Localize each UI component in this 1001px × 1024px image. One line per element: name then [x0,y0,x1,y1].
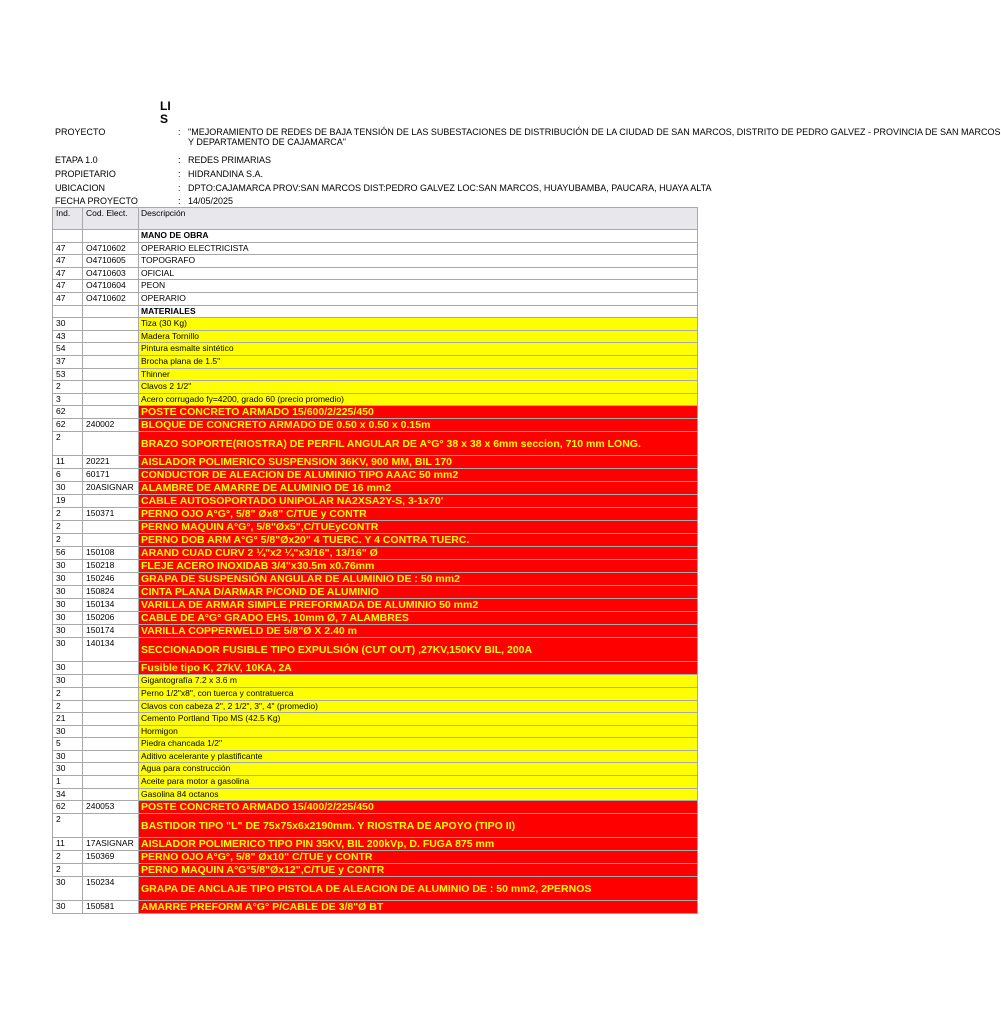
cell-ind: 2 [53,381,83,394]
header-field [55,127,1001,147]
cell-code: 150371 [83,508,139,521]
cell-ind: 2 [53,508,83,521]
cell-description: Cemento Portland Tipo MS (42.5 Kg) [139,713,698,726]
cell-description: BASTIDOR TIPO "L" DE 75x75x6x2190mm. Y RIOSTRA DE APOYO (TIPO II) [139,814,698,838]
cell-ind: 34 [53,788,83,801]
cell-code: 150218 [83,560,139,573]
cell-code: 140134 [83,638,139,662]
cell-code [83,521,139,534]
cell-code: O4710603 [83,267,139,280]
cell-code [83,713,139,726]
cell-ind: 30 [53,625,83,638]
cell-ind: 30 [53,638,83,662]
cell-description: Thinner [139,368,698,381]
cell-description: POSTE CONCRETO ARMADO 15/400/2/225/450 [139,801,698,814]
header-value: HIDRANDINA S.A. [188,169,264,179]
cell-ind: 1 [53,776,83,789]
cell-code: O4710602 [83,292,139,305]
header-key: PROPIETARIO [55,169,116,179]
cell-description: Aceite para motor a gasolina [139,776,698,789]
cell-ind: 30 [53,612,83,625]
cell-code: 240053 [83,801,139,814]
header-value: REDES PRIMARIAS [188,155,272,165]
cell-code: 17ASIGNAR [83,838,139,851]
cell-description: BRAZO SOPORTE(RIOSTRA) DE PERFIL ANGULAR DE A°G° 38 x 38 x 6mm seccion, 710 mm LONG. [139,432,698,456]
cell-description: AISLADOR POLIMERICO SUSPENSION 36KV, 900 MM, BIL 170 [139,456,698,469]
cell-ind: 11 [53,838,83,851]
table-row [53,280,698,293]
cell-code [83,534,139,547]
cell-description: Gigantografía 7.2 x 3.6 m [139,675,698,688]
cell-code: 150369 [83,851,139,864]
cell-code: 20ASIGNAR [83,482,139,495]
cell-ind: 30 [53,877,83,901]
cell-description: Brocha plana de 1.5" [139,355,698,368]
cell-ind: 47 [53,242,83,255]
cell-ind: 2 [53,687,83,700]
table-row [53,267,698,280]
table-row [53,662,698,675]
cell-ind: 2 [53,534,83,547]
cell-ind: 30 [53,586,83,599]
header-key: FECHA PROYECTO [55,196,138,206]
cell-ind: 62 [53,419,83,432]
table-row [53,713,698,726]
table-row [53,469,698,482]
cell-code: 150206 [83,612,139,625]
cell-description: MANO DE OBRA [139,230,698,243]
cell-description: VARILLA COPPERWELD DE 5/8"Ø X 2.40 m [139,625,698,638]
table-row [53,495,698,508]
cell-ind: 30 [53,573,83,586]
table-row [53,725,698,738]
cell-ind: 6 [53,469,83,482]
cell-ind: 30 [53,675,83,688]
header-colon: : [178,127,181,137]
table-row [53,534,698,547]
table-row [53,305,698,318]
cell-code [83,355,139,368]
table-row [53,343,698,356]
header-value: "MEJORAMIENTO DE REDES DE BAJA TENSIÓN DE LAS SUBESTACIONES DE DISTRIBUCIÓN DE LA CIUDAD DE SAN MARCOS, DISTRITO DE PEDRO GALVEZ - PROVINCIA DE SAN MARCOS Y DEPARTAMENTO DE CAJAMARCA" [188,127,1001,147]
cell-code: 150581 [83,901,139,914]
cell-code [83,230,139,243]
cell-ind: 30 [53,318,83,331]
cell-code [83,687,139,700]
cell-ind: 47 [53,267,83,280]
cell-description: POSTE CONCRETO ARMADO 15/600/2/225/450 [139,406,698,419]
table-row [53,393,698,406]
cell-ind: 5 [53,738,83,751]
cell-ind: 30 [53,482,83,495]
table-row [53,230,698,243]
cell-description: CONDUCTOR DE ALEACION DE ALUMINIO TIPO AAAC 50 mm2 [139,469,698,482]
table-row [53,788,698,801]
header-key: PROYECTO [55,127,106,137]
cell-ind: 43 [53,330,83,343]
cell-description: GRAPA DE ANCLAJE TIPO PISTOLA DE ALEACION DE ALUMINIO DE : 50 mm2, 2PERNOS [139,877,698,901]
table-row [53,521,698,534]
cell-code [83,700,139,713]
cell-description: PERNO OJO A°G°, 5/8" Øx8" C/TUE y CONTR [139,508,698,521]
cell-description: AMARRE PREFORM A°G° P/CABLE DE 3/8"Ø BT [139,901,698,914]
cell-description: Clavos 2 1/2" [139,381,698,394]
cell-code [83,788,139,801]
table-row [53,292,698,305]
cell-ind: 47 [53,292,83,305]
table-row [53,330,698,343]
cell-description: ALAMBRE DE AMARRE DE ALUMINIO DE 16 mm2 [139,482,698,495]
cell-code [83,495,139,508]
cell-ind: 2 [53,864,83,877]
cell-description: ARAND CUAD CURV 2 ¼"x2 ¼"x3/16", 13/16" Ø [139,547,698,560]
table-row [53,406,698,419]
cell-ind: 62 [53,801,83,814]
col-header-cod: Cod. Elect. [83,208,139,230]
cell-description: Perno 1/2"x8", con tuerca y contratuerca [139,687,698,700]
header-value: DPTO:CAJAMARCA PROV:SAN MARCOS DIST:PEDRO GALVEZ LOC:SAN MARCOS, HUAYUBAMBA, PAUCARA, HUAYA ALTA [188,183,712,193]
cell-code [83,343,139,356]
table-row [53,877,698,901]
table-row [53,801,698,814]
cell-code: O4710604 [83,280,139,293]
cell-code [83,330,139,343]
header-value: 14/05/2025 [188,196,234,206]
table-row [53,763,698,776]
cell-ind: 62 [53,406,83,419]
table-row [53,586,698,599]
cell-description: BLOQUE DE CONCRETO ARMADO DE 0.50 x 0.50 x 0.15m [139,419,698,432]
cell-description: GRAPA DE SUSPENSIÓN ANGULAR DE ALUMINIO DE : 50 mm2 [139,573,698,586]
cell-ind: 2 [53,521,83,534]
cell-ind: 37 [53,355,83,368]
cell-code: 150134 [83,599,139,612]
table-row [53,255,698,268]
cell-description: PERNO MAQUIN A°G°5/8"Øx12",C/TUE y CONTR [139,864,698,877]
cell-ind: 21 [53,713,83,726]
table-row [53,838,698,851]
table-row [53,456,698,469]
cell-code: 150234 [83,877,139,901]
cell-ind: 53 [53,368,83,381]
table-row [53,573,698,586]
cell-ind: 30 [53,763,83,776]
cell-code: 60171 [83,469,139,482]
cell-ind: 30 [53,725,83,738]
table-row [53,482,698,495]
table-row [53,612,698,625]
cell-ind: 19 [53,495,83,508]
col-header-desc: Descripción [139,208,698,230]
cell-ind: 54 [53,343,83,356]
table-row [53,547,698,560]
cell-code [83,675,139,688]
cell-code [83,776,139,789]
cell-code: 150174 [83,625,139,638]
cell-ind: 2 [53,814,83,838]
cell-ind: 30 [53,662,83,675]
cell-ind: 30 [53,901,83,914]
cell-description: PERNO MAQUIN A°G°, 5/8"Øx5",C/TUEyCONTR [139,521,698,534]
cell-code [83,763,139,776]
header-field [55,169,700,179]
cell-code [83,381,139,394]
table-row [53,864,698,877]
cell-code [83,750,139,763]
header-field [55,155,700,165]
table-row [53,381,698,394]
cell-code: 20221 [83,456,139,469]
cell-description: VARILLA DE ARMAR SIMPLE PREFORMADA DE ALUMINIO 50 mm2 [139,599,698,612]
page-title-fragment: LI S [160,99,171,126]
cell-ind [53,230,83,243]
header-colon: : [178,155,181,165]
cell-description: FLEJE ACERO INOXIDAB 3/4"x30.5m x0.76mm [139,560,698,573]
table-row [53,432,698,456]
cell-description: OPERARIO ELECTRICISTA [139,242,698,255]
cell-code: 150246 [83,573,139,586]
table-row [53,355,698,368]
table-row [53,318,698,331]
cell-ind: 30 [53,599,83,612]
table-row [53,776,698,789]
table-row [53,419,698,432]
cell-description: PERNO OJO A°G°, 5/8" Øx10" C/TUE y CONTR [139,851,698,864]
cell-code: 150108 [83,547,139,560]
cell-description: TOPOGRAFO [139,255,698,268]
cell-description: PEON [139,280,698,293]
cell-description: CABLE DE A°G° GRADO EHS, 10mm Ø, 7 ALAMBRES [139,612,698,625]
cell-code: O4710605 [83,255,139,268]
header-key: ETAPA 1.0 [55,155,98,165]
cell-code [83,305,139,318]
header-colon: : [178,169,181,179]
cell-code [83,662,139,675]
col-header-ind: Ind. [53,208,83,230]
table-row [53,675,698,688]
cell-code [83,738,139,751]
cell-ind: 56 [53,547,83,560]
header-colon: : [178,183,181,193]
cell-code [83,432,139,456]
table-row [53,242,698,255]
table-row [53,700,698,713]
materials-table [52,207,698,914]
cell-ind: 3 [53,393,83,406]
cell-ind: 47 [53,280,83,293]
table-row [53,508,698,521]
table-row [53,851,698,864]
cell-description: CABLE AUTOSOPORTADO UNIPOLAR NA2XSA2Y-S, 3-1x70' [139,495,698,508]
cell-code [83,318,139,331]
cell-code [83,368,139,381]
cell-ind: 30 [53,560,83,573]
cell-description: PERNO DOB ARM A°G° 5/8"Øx20" 4 TUERC. Y 4 CONTRA TUERC. [139,534,698,547]
table-row [53,560,698,573]
cell-ind: 47 [53,255,83,268]
cell-description: AISLADOR POLIMERICO TIPO PIN 35KV, BIL 200kVp, D. FUGA 875 mm [139,838,698,851]
cell-code [83,814,139,838]
cell-ind: 30 [53,750,83,763]
table-row [53,638,698,662]
cell-description: Tiza (30 Kg) [139,318,698,331]
table-row [53,599,698,612]
cell-code: O4710602 [83,242,139,255]
header-field [55,183,712,193]
cell-description: Gasolina 84 octanos [139,788,698,801]
cell-code: 150824 [83,586,139,599]
cell-description: CINTA PLANA D/ARMAR P/COND DE ALUMINIO [139,586,698,599]
cell-description: Agua para construcción [139,763,698,776]
header-colon: : [178,196,181,206]
table-row [53,901,698,914]
header-key: UBICACION [55,183,106,193]
table-row [53,625,698,638]
cell-description: Acero corrugado fy=4200, grado 60 (precio promedio) [139,393,698,406]
table-row [53,750,698,763]
cell-description: MATERIALES [139,305,698,318]
cell-description: Fusible tipo K, 27kV, 10KA, 2A [139,662,698,675]
cell-code [83,406,139,419]
table-row [53,687,698,700]
cell-description: Hormigon [139,725,698,738]
header-field [55,196,700,206]
cell-description: Aditivo acelerante y plastificante [139,750,698,763]
table-header-row [53,208,698,230]
cell-code [83,725,139,738]
cell-description: OFICIAL [139,267,698,280]
cell-description: Piedra chancada 1/2" [139,738,698,751]
cell-ind: 2 [53,700,83,713]
cell-description: Clavos con cabeza 2", 2 1/2", 3", 4" (promedio) [139,700,698,713]
cell-ind: 2 [53,432,83,456]
cell-description: Madera Tornillo [139,330,698,343]
cell-code [83,393,139,406]
cell-ind: 2 [53,851,83,864]
cell-description: Pintura esmalte sintético [139,343,698,356]
cell-ind [53,305,83,318]
table-row [53,368,698,381]
cell-code: 240002 [83,419,139,432]
cell-code [83,864,139,877]
cell-description: OPERARIO [139,292,698,305]
table-row [53,814,698,838]
cell-description: SECCIONADOR FUSIBLE TIPO EXPULSIÓN (CUT OUT) ,27KV,150KV BIL, 200A [139,638,698,662]
cell-ind: 11 [53,456,83,469]
table-row [53,738,698,751]
